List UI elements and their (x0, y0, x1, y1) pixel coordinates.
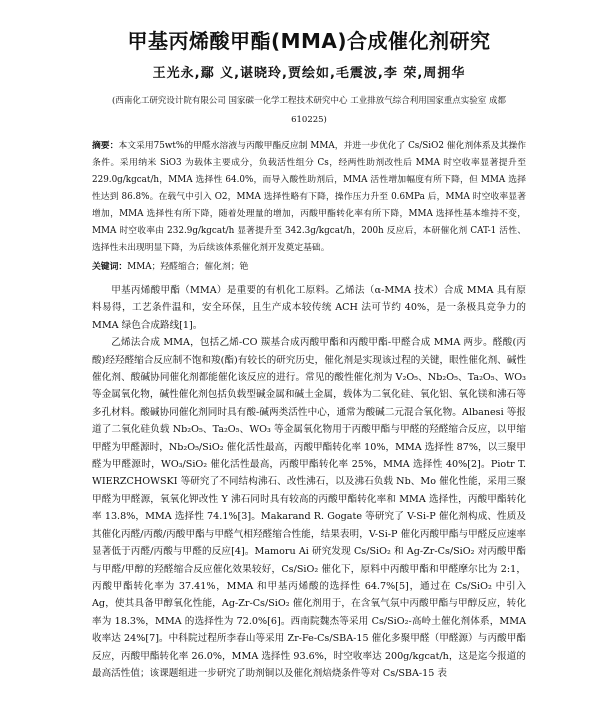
abstract (92, 138, 526, 257)
paper-title: 甲基丙烯酸甲酯(MMA)合成催化剂研究 (127, 29, 491, 53)
author-list: 王光永,鄢 义,谌晓玲,贾绘如,毛震波,李 荣,周拥华 (152, 66, 466, 81)
body-paragraph: 乙烯法合成 MMA，包括乙烯-CO 羰基合成丙酸甲酯和丙酸甲酯-甲醛合成 MMA 两步。醛酸(丙酸)经羟醛缩合反应制不饱和羧(酯)有较长的研究历史，催化剂是实现该过程的关键，眼性催化剂、碱性催化剂、酸碱协同催化剂都能催化该反应的进行。常见的酸性催化剂为 V₂O₅、Nb₂O₅、Ta₂O₅、WO₃ 等金属氧化物，碱性催化剂包括负载型碱金属和碱土金属，载体为二氧化硅、氧化铝、氧化镁和沸石等多孔材料。酸碱协同催化剂同时具有酸-碱两类活性中心，通常为酸碱二元混合氧化物。Albanesi 等报道了二氧化硅负载 Nb₂O₅、Ta₂O₅、WO₃ 等金属氧化物用于丙酸甲酯与甲醛的羟醛缩合反应，以甲缩甲醛为甲醛源时，Nb₂O₅/SiO₂ 催化活性最高，丙酸甲酯转化率 10%，MMA 选择性 87%，以三聚甲醛为甲醛源时，WO₃/SiO₂ 催化活性最高，丙酸甲酯转化率 25%，MMA 选择性 40%[2]。Piotr T. WIERZCHOWSKI 等研究了不同结构沸石、改性沸石，以及沸石负载 Nb、Mo 催化性能，采用三聚甲醛为甲醛源，氧氧化钾改性 Y 沸石同时具有较高的丙酸甲酯转化率和 MMA 选择性，丙酸甲酯转化率 13.8%，MMA 选择性 74.1%[3]。Makarand R. Gogate 等研究了 V-Si-P 催化剂构成、性质及其催化丙醛/丙酸/丙酸甲酯与甲醛气相羟醛缩合性能，结果表明，V-Si-P 催化丙酸甲酯与甲醛反应速率显著低于丙醛/丙酸与甲醛的反应[4]。Mamoru Ai 研究发现 Cs/SiO₂ 和 Ag-Zr-Cs/SiO₂ 对丙酸甲酯与甲醛/甲醇的羟醛缩合反应催化效果较好，Cs/SiO₂ 催化下，原料中丙酸甲酯和甲醛摩尔比为 2:1，丙酸甲酯转化率为 37.41%，MMA 和甲基丙烯酸的选择性 64.7%[5]，通过在 Cs/SiO₂ 中引入 Ag，使其具备甲醇氧化性能，Ag-Zr-Cs/SiO₂ 催化剂用于，在含氧气氛中丙酸甲酯与甲醇反应，转化率为 18.3%，MMA 的选择性为 72.0%[6]。西南院魏杰等采用 Cs/SiO₂-高岭土催化剂体系，MMA 收率达 24%[7]。中科院过程所李春山等采用 Zr-Fe-Cs/SBA-15 催化多聚甲醛（甲醛源）与丙酸甲酯反应，丙酸甲酯转化率 26.0%，MMA 选择性 93.6%，时空收率达 200g/kgcat/h，这是迄今报道的最高活性值；该课题组进一步研究了助剂铜以及催化剂焙烧条件等对 Cs/SBA-15 表 (92, 337, 526, 679)
affiliation: (西南化工研究设计院有限公司 国家碳一化学工程技术研究中心 工业排放气综合利用国家重点实验室 成都 610225) (112, 96, 506, 125)
body-text (92, 282, 526, 682)
keywords-label: 关键词： (92, 262, 128, 272)
keywords-text: MMA；羟醛缩合；催化剂；铯 (127, 262, 249, 272)
body-paragraph: 甲基丙烯酸甲酯（MMA）是重要的有机化工原料。乙烯法（α-MMA 技术）合成 MMA 具有原料易得，工艺条件温和，安全环保，且生产成本较传统 ACH 法可节约 40%，是一条极具竞争力的 MMA 绿色合成路线[1]。 (92, 285, 526, 331)
keywords (92, 259, 526, 276)
abstract-text: 本文采用75wt%的甲醛水溶液与丙酸甲酯反应制 MMA，并进一步优化了 Cs/SiO2 催化剂体系及其操作条件。采用纳米 SiO3 为载体主要成分，负载活性组分 Cs，经两性助剂改性后 MMA 时空收率显著提升至 229.0g/kgcat/h，MMA 选择性 64.0%，而导入酸性助剂后，MMA 活性增加幅度有所下降，但 MMA 选择性达到 86.8%。在载气中引入 O2，MMA 选择性略有下降，操作压力升至 0.6MPa 后，MMA 时空收率显著增加，MMA 选择性有所下降，随着处理量的增加，丙酸甲酯转化率有所下降，MMA 选择性基本维持不变，MMA 时空收率由 232.9g/kgcat/h 显著提升至 342.3g/kgcat/h，200h 反应后，本研催化剂 CAT-1 活性、选择性未出现明显下降，为后续该体系催化剂开发奠定基础。 (92, 141, 526, 253)
abstract-label: 摘要： (92, 141, 119, 151)
